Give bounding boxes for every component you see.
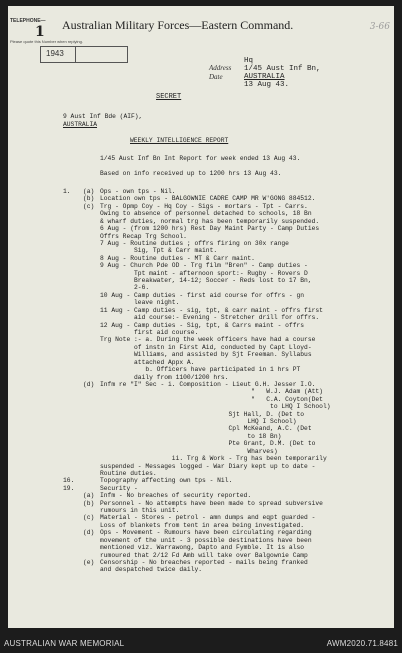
subsection-marker: (d) (83, 529, 95, 537)
report-line: Loss of blankets from tent in area being investigated. (100, 521, 305, 529)
report-line: leave night. (100, 299, 180, 307)
report-line: Breakwater, 14-12; Soccer - Reds lost to 17 Bn, (100, 277, 312, 285)
report-line: Cpl McKeand, A.C. (Det (100, 425, 312, 433)
section-number: 1. (63, 188, 71, 195)
footer-accession: AWM2020.71.8481 (326, 639, 398, 648)
report-line: Sjt Hall, D. (Det to (100, 410, 305, 418)
report-line: " W.J. Adam (Att) (100, 388, 323, 396)
report-line: " C.A. Coyton(Det (100, 395, 323, 403)
report-title: WEEKLY INTELLIGENCE REPORT (130, 137, 229, 144)
report-line: Security - (100, 484, 138, 492)
telephone-label: TELEPHONE— (10, 18, 46, 24)
address-line-3: AUSTRALIA (244, 73, 285, 81)
report-line: Ops - Movement - Rumours have been circulating regarding (100, 529, 312, 537)
report-line: 6 Aug - (from 1200 hrs) Rest Day Maint Party - Camp Duties (100, 225, 320, 233)
secret-heading: SECRET (156, 93, 182, 101)
report-line: Routine duties. (100, 469, 157, 477)
report-line: mentioned viz. Warrawong, Dapto and Fymble. It is also (100, 544, 305, 552)
report-line: Owing to absence of personnel detached to schools, 18 Bn (100, 210, 312, 218)
report-line: ii. Trg & Work - Trg has been temporarily (100, 455, 327, 463)
report-line: Williams, and assisted by Sjt Freeman. Syllabus (100, 351, 312, 359)
report-line: aid course:- Evening - Stretcher drill for offrs. (100, 314, 320, 322)
addressee-line-1: 9 Aust Inf Bde (AIF), (63, 113, 143, 120)
report-line: 8 Aug - Routine duties - MT & Carr maint. (100, 254, 255, 262)
reply-note: Please quote this Number when replying. (10, 39, 83, 44)
subsection-marker: (e) (83, 559, 95, 566)
report-line: Censorship - No breaches reported - mails being franked (100, 559, 308, 566)
report-line: Sig, Tpt & Carr maint. (100, 247, 218, 255)
subsection-marker: (c) (83, 202, 95, 210)
report-line: Trg - Opmp Coy - Hq Coy - Sigs - mortars - Tpt - Carrs. (100, 202, 308, 210)
date-value: 13 Aug 43. (244, 81, 290, 89)
section-number: 16. (63, 477, 75, 485)
report-line: attached Appx A. (100, 358, 195, 366)
report-line: Pte Grant, D.M. (Det to (100, 440, 316, 448)
subsection-marker: (a) (83, 188, 95, 195)
report-line: to 18 Bn) (100, 432, 282, 440)
report-line: 11 Aug - Camp duties - sig, tpt, & carr maint - offrs first (100, 306, 323, 314)
addressee-line-2: AUSTRALIA (63, 121, 98, 128)
report-line: 2-6. (100, 284, 150, 292)
report-line: daily from 1100/1200 hrs. (100, 373, 229, 381)
report-line: Infm re "I" Sec - i. Composition - Lieut G.H. Jesser I.O. (100, 380, 316, 388)
report-line: Wharves) (100, 447, 278, 455)
reference-box (40, 46, 128, 63)
report-line: first aid course. (100, 328, 199, 336)
report-line: Location own tps - BALGOWNIE CADRE CAMP MR W'GONG 884512. (100, 195, 316, 203)
report-line: & wharf duties, normal trg has been temporarily suspended. (100, 217, 320, 225)
report-line: rumoured that 2/12 Fd Amb will take over Balgownie Camp (100, 551, 308, 559)
report-line: suspended - Messages logged - War Diary kept up to date - (100, 462, 316, 470)
report-line: Tpt maint - afternoon sport:- Rugby - Rovers D (100, 269, 308, 277)
section-number: 19. (63, 484, 75, 492)
intro-line-2: Based on info received up to 1200 hrs 13 Aug 43. (100, 170, 282, 177)
subsection-marker: (d) (83, 380, 95, 388)
report-line: 10 Aug - Camp duties - first aid course for offrs - gn (100, 291, 305, 299)
report-line: rumours in this unit. (100, 507, 180, 515)
report-line: and despatched twice daily. (100, 566, 203, 574)
reference-year: 1943 (46, 49, 64, 58)
letterhead-title: Australian Military Forces—Eastern Command. (62, 18, 294, 32)
report-line: Material - Stores - petrol - amn dumps and eqpt guarded - (100, 514, 316, 522)
report-line: Topography affecting own tps - Nil. (100, 477, 233, 485)
date-label: Date (209, 73, 223, 81)
report-line: to LHQ I School) (100, 403, 331, 411)
report-line: LHQ I School) (100, 418, 297, 426)
address-line-1: Hq (244, 57, 254, 65)
report-line: b. Officers have participated in 1 hrs PT (100, 366, 301, 374)
report-line: 9 Aug - Church Pde OD - Trg film "Bren" - Camp duties - (100, 262, 308, 270)
footer-institution: AUSTRALIAN WAR MEMORIAL (4, 639, 125, 648)
report-line: of instn in First Aid, conducted by Capt Lloyd- (100, 343, 312, 351)
handwritten-mark: 1 (35, 24, 45, 40)
subsection-marker: (c) (83, 514, 95, 522)
report-line: 12 Aug - Camp duties - Sig, tpt, & Carrs maint - offrs (100, 321, 305, 329)
address-label: Address (209, 64, 232, 72)
report-line: movement of the unit - 3 possible destinations have been (100, 536, 312, 544)
document-page (8, 6, 394, 628)
report-line: Infm - No breaches of security reported. (100, 492, 252, 500)
subsection-marker: (b) (83, 499, 95, 507)
reference-divider (75, 47, 76, 62)
subsection-marker: (a) (83, 492, 95, 500)
report-line: Offrs Recap Trg School. (100, 232, 187, 240)
report-line: 7 Aug - Routine duties ; offrs firing on 30x range (100, 239, 289, 247)
intro-line-1: 1/45 Aust Inf Bn Int Report for week ended 13 Aug 43. (100, 155, 301, 162)
report-line: Ops - own tps - Nil. (100, 188, 176, 195)
subsection-marker: (b) (83, 195, 95, 203)
report-line: Personnel - No attempts have been made to spread subversive (100, 499, 323, 507)
page-number: 3-66 (369, 22, 390, 32)
report-line: Trg Note :- a. During the week officers have had a course (100, 336, 316, 344)
address-line-2: 1/45 Aust Inf Bn, (244, 65, 321, 73)
